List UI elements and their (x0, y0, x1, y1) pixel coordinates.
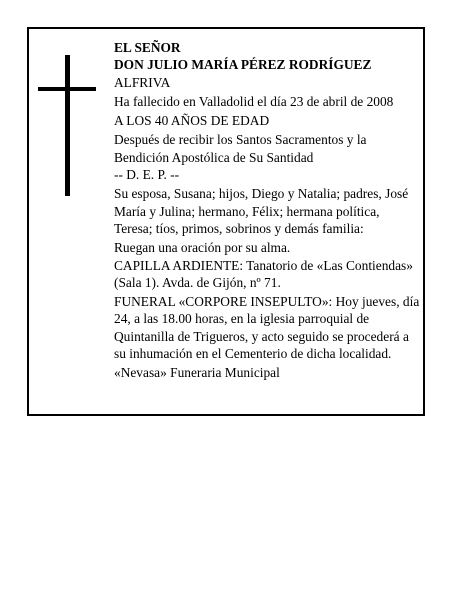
family-line-3: Teresa; tíos, primos, sobrinos y demás familia: (114, 220, 364, 236)
sacraments-line-1: Después de recibir los Santos Sacramentos y la (114, 132, 367, 148)
funeral-line-2: 24, a las 18.00 horas, en la iglesia parroquial de (114, 311, 370, 327)
age-line: A LOS 40 AÑOS DE EDAD (114, 113, 270, 129)
cross-horizontal-bar (38, 87, 96, 91)
death-date-line: Ha fallecido en Valladolid el día 23 de abril de 2008 (114, 93, 394, 109)
family-line-1: Su esposa, Susana; hijos, Diego y Natalia; padres, José (114, 186, 409, 202)
chapel-line-2: (Sala 1). Avda. de Gijón, nº 71. (114, 274, 281, 290)
sacraments-line-2: Bendición Apostólica de Su Santidad (114, 149, 314, 165)
deceased-name: DON JULIO MARÍA PÉREZ RODRÍGUEZ (114, 57, 372, 73)
obituary-text (114, 39, 432, 382)
funeral-line-1: FUNERAL «CORPORE INSEPULTO»: Hoy jueves, día (114, 294, 420, 310)
funeral-line-3: Quintanilla de Trigueros, y acto seguido se procederá a (114, 328, 409, 344)
funeral-home-line: «Nevasa» Funeraria Municipal (114, 365, 280, 381)
prayer-line: Ruegan una oración por su alma. (114, 240, 291, 256)
deceased-surname: ALFRIVA (114, 74, 171, 90)
family-line-2: María y Julina; hermano, Félix; hermana política, (114, 203, 380, 219)
cross-vertical-bar (65, 55, 70, 196)
rip-line: -- D. E. P. -- (114, 167, 180, 183)
chapel-line-1: CAPILLA ARDIENTE: Tanatorio de «Las Contiendas» (114, 257, 413, 273)
cross-icon (38, 55, 96, 196)
title-line: EL SEÑOR (114, 40, 181, 55)
funeral-line-4: su inhumación en el Cementerio de dicha localidad. (114, 346, 392, 362)
